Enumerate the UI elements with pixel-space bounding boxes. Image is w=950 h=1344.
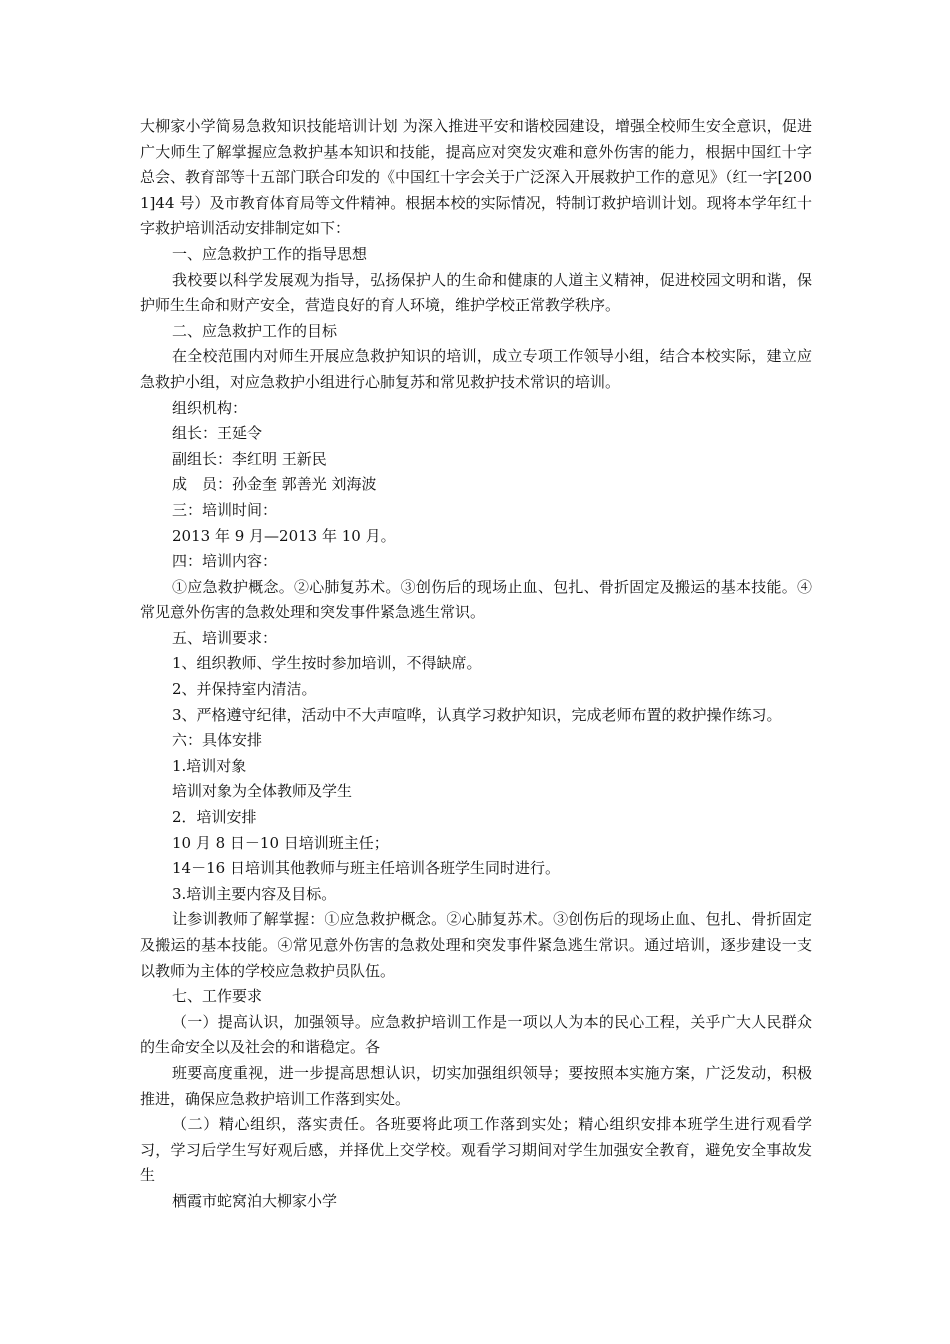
- body-paragraph: 我校要以科学发展观为指导，弘扬保护人的生命和健康的人道主义精神，促进校园文明和谐，保护师生生命和财产安全，营造良好的育人环境，维护学校正常教学秩序。: [140, 270, 812, 315]
- section-heading-work-requirements: 七、工作要求: [172, 987, 263, 1006]
- training-time-line: 2013 年 9 月—2013 年 10 月。: [172, 526, 396, 545]
- section-heading-goals: 二、应急救护工作的目标: [172, 321, 338, 340]
- subheading-training-target: 1.培训对象: [172, 756, 247, 775]
- body-line: 培训对象为全体教师及学生: [172, 782, 353, 801]
- body-paragraph: 班要高度重视，进一步提高思想认识，切实加强组织领导；要按照本实施方案，广泛发动，积极推进，确保应急救护培训工作落到实处。: [140, 1063, 812, 1108]
- body-paragraph: （一）提高认识，加强领导。应急救护培训工作是一项以人为本的民心工程，关乎广大人民群众的生命安全以及社会的和谐稳定。各: [140, 1012, 812, 1057]
- body-paragraph: ①应急救护概念。②心肺复苏术。③创伤后的现场止血、包扎、骨折固定及搬运的基本技能。④常见意外伤害的急救处理和突发事件紧急逃生常识。: [140, 577, 812, 622]
- members-line: 成 员：孙金奎 郭善光 刘海波: [172, 475, 377, 494]
- signature-school-name: 栖霞市蛇窝泊大柳家小学: [172, 1191, 338, 1210]
- subheading-content-goals: 3.培训主要内容及目标。: [172, 884, 337, 903]
- subheading-training-schedule: 2．培训安排: [172, 808, 257, 827]
- section-heading-training-requirements: 五、培训要求：: [172, 628, 278, 647]
- intro-paragraph: 大柳家小学简易急救知识技能培训计划 为深入推进平安和谐校园建设，增强全校师生安全意识，促进广大师生了解掌握应急救护基本知识和技能，提高应对突发灾难和意外伤害的能力，根据中国红十字总会、教育部等十五部门联合印发的《中国红十字会关于广泛深入开展救护工作的意见》（红一字[2001]44 号）及市教育体育局等文件精神。根据本校的实际情况，特制订救护培训计划。现将本学年红十字救护培训活动安排制定如下：: [140, 117, 812, 238]
- schedule-line: 10 月 8 日－10 日培训班主任；: [172, 833, 389, 852]
- team-leader-line: 组长：王延令: [172, 424, 263, 443]
- body-paragraph: 在全校范围内对师生开展应急救护知识的培训，成立专项工作领导小组，结合本校实际，建立应急救护小组，对应急救护小组进行心肺复苏和常见救护技术常识的培训。: [140, 347, 812, 391]
- section-heading-training-time: 三：培训时间：: [172, 500, 278, 519]
- organization-label: 组织机构：: [172, 398, 248, 417]
- section-heading-arrangement: 六：具体安排: [172, 731, 263, 750]
- document-body: [140, 114, 812, 1215]
- schedule-line: 14－16 日培训其他教师与班主任培训各班学生同时进行。: [172, 859, 560, 878]
- body-paragraph: 让参训教师了解掌握：①应急救护概念。②心肺复苏术。③创伤后的现场止血、包扎、骨折固定及搬运的基本技能。④常见意外伤害的急救处理和突发事件紧急逃生常识。通过培训，逐步建设一支以教师为主体的学校应急救护员队伍。: [140, 910, 812, 980]
- section-heading-guiding-ideology: 一、应急救护工作的指导思想: [172, 244, 368, 263]
- section-heading-training-content: 四：培训内容：: [172, 552, 278, 571]
- requirement-item: 1、组织教师、学生按时参加培训，不得缺席。: [172, 654, 482, 673]
- body-paragraph: （二）精心组织，落实责任。各班要将此项工作落到实处；精心组织安排本班学生进行观看学习，学习后学生写好观后感，并择优上交学校。观看学习期间对学生加强安全教育，避免安全事故发生: [140, 1115, 812, 1185]
- requirement-item: 3、严格遵守纪律，活动中不大声喧哗，认真学习救护知识，完成老师布置的救护操作练习。: [172, 705, 782, 724]
- deputy-leader-line: 副组长：李红明 王新民: [172, 449, 327, 468]
- requirement-item: 2、并保持室内清洁。: [172, 680, 317, 699]
